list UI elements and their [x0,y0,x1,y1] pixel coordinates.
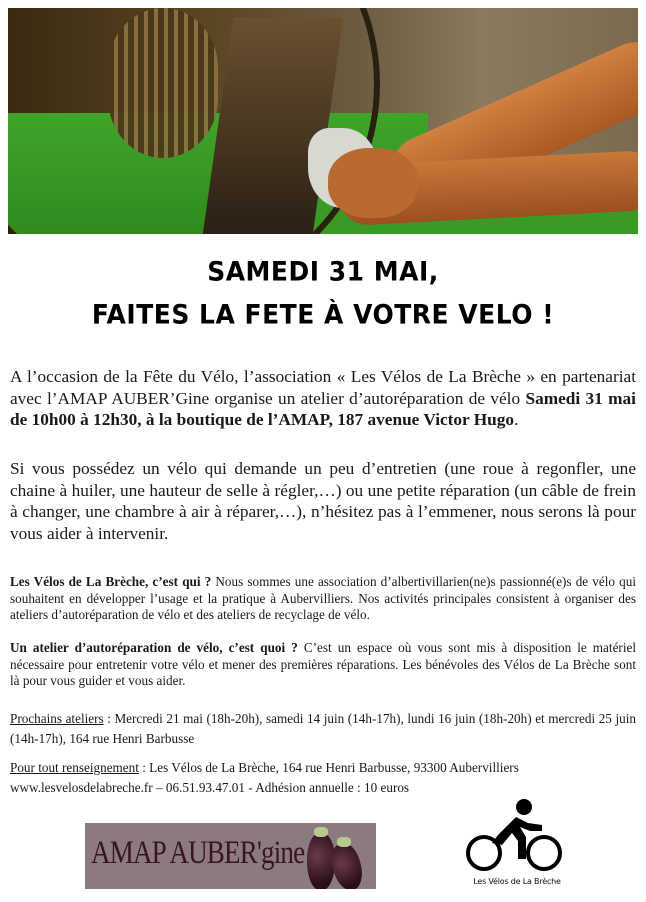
next-workshops-text: : Mercredi 21 mai (18h-20h), samedi 14 juin (14h-17h), lundi 16 juin (18h-20h) et mercredi 25 juin (14h-17h), 164 rue Henri Barbusse [10,711,636,746]
amap-logo-text: AMAP AUBER'gine [91,835,305,871]
eggplant-stem-icon [314,827,328,837]
what-question: Un atelier d’autoréparation de vélo, c’est quoi ? [10,640,298,655]
velos-logo [462,795,572,895]
what-paragraph [10,640,636,690]
photo-hand [328,148,418,218]
intro-text-end: . [514,410,519,429]
amap-logo [85,823,376,889]
cyclist-icon [462,795,572,877]
eggplant-icon [327,840,366,889]
intro-text: A l’occasion de la Fête du Vélo, l’association « Les Vélos de La Brèche » en partenariat avec l’AMAP AUBER’Gine organise un atelier d’autoréparation de vélo [10,367,636,408]
who-question: Les Vélos de La Brèche, c’est qui ? [10,574,212,589]
details-paragraph: Si vous possédez un vélo qui demande un peu d’entretien (une roue à regonfler, une chaine à huiler, une hauteur de selle à régler,…) ou une petite réparation (un câble de frein à changer, une chambre à air à réparer,…), n’hésitez pas à l’emmener, nous serons là pour vous aider à intervenir. [10,459,636,543]
photo-cassette [108,8,218,158]
intro-paragraph [10,366,636,431]
hero-photo [8,8,638,234]
headline-line-2: FAITES LA FETE À VOTRE VELO ! [91,299,555,330]
eggplant-stem-icon [337,837,351,847]
headline-line-1: SAMEDI 31 MAI, [207,256,439,287]
contact-label: Pour tout renseignement [10,760,139,775]
contact-line-2: www.lesvelosdelabreche.fr – 06.51.93.47.01 - Adhésion annuelle : 10 euros [10,780,410,795]
contact-text: : Les Vélos de La Brèche, 164 rue Henri Barbusse, 93300 Aubervilliers [138,760,519,775]
who-answer: Nous sommes une association d’albertivillarien(ne)s passionné(e)s de vélo qui souhaitent en développer l’usage et la pratique à Aubervilliers. Nos activités principales consistent à organiser des ateliers d’autoréparation de vélo et des ateliers de recyclage de vélo. [10,574,636,622]
next-workshops-paragraph [10,709,636,749]
what-answer: C’est un espace où vous sont mis à disposition le matériel nécessaire pour entretenir votre vélo et mener des premières réparations. Les bénévoles des Vélos de La Brèche sont là pour vous guider et vous aider. [10,640,637,688]
intro-event-details: Samedi 31 mai de 10h00 à 12h30, à la boutique de l’AMAP, 187 avenue Victor Hugo [10,388,636,429]
velos-logo-caption: Les Vélos de La Brèche [473,877,561,886]
next-workshops-label: Prochains ateliers [10,711,104,726]
who-paragraph [10,574,636,624]
contact-paragraph [10,758,636,798]
